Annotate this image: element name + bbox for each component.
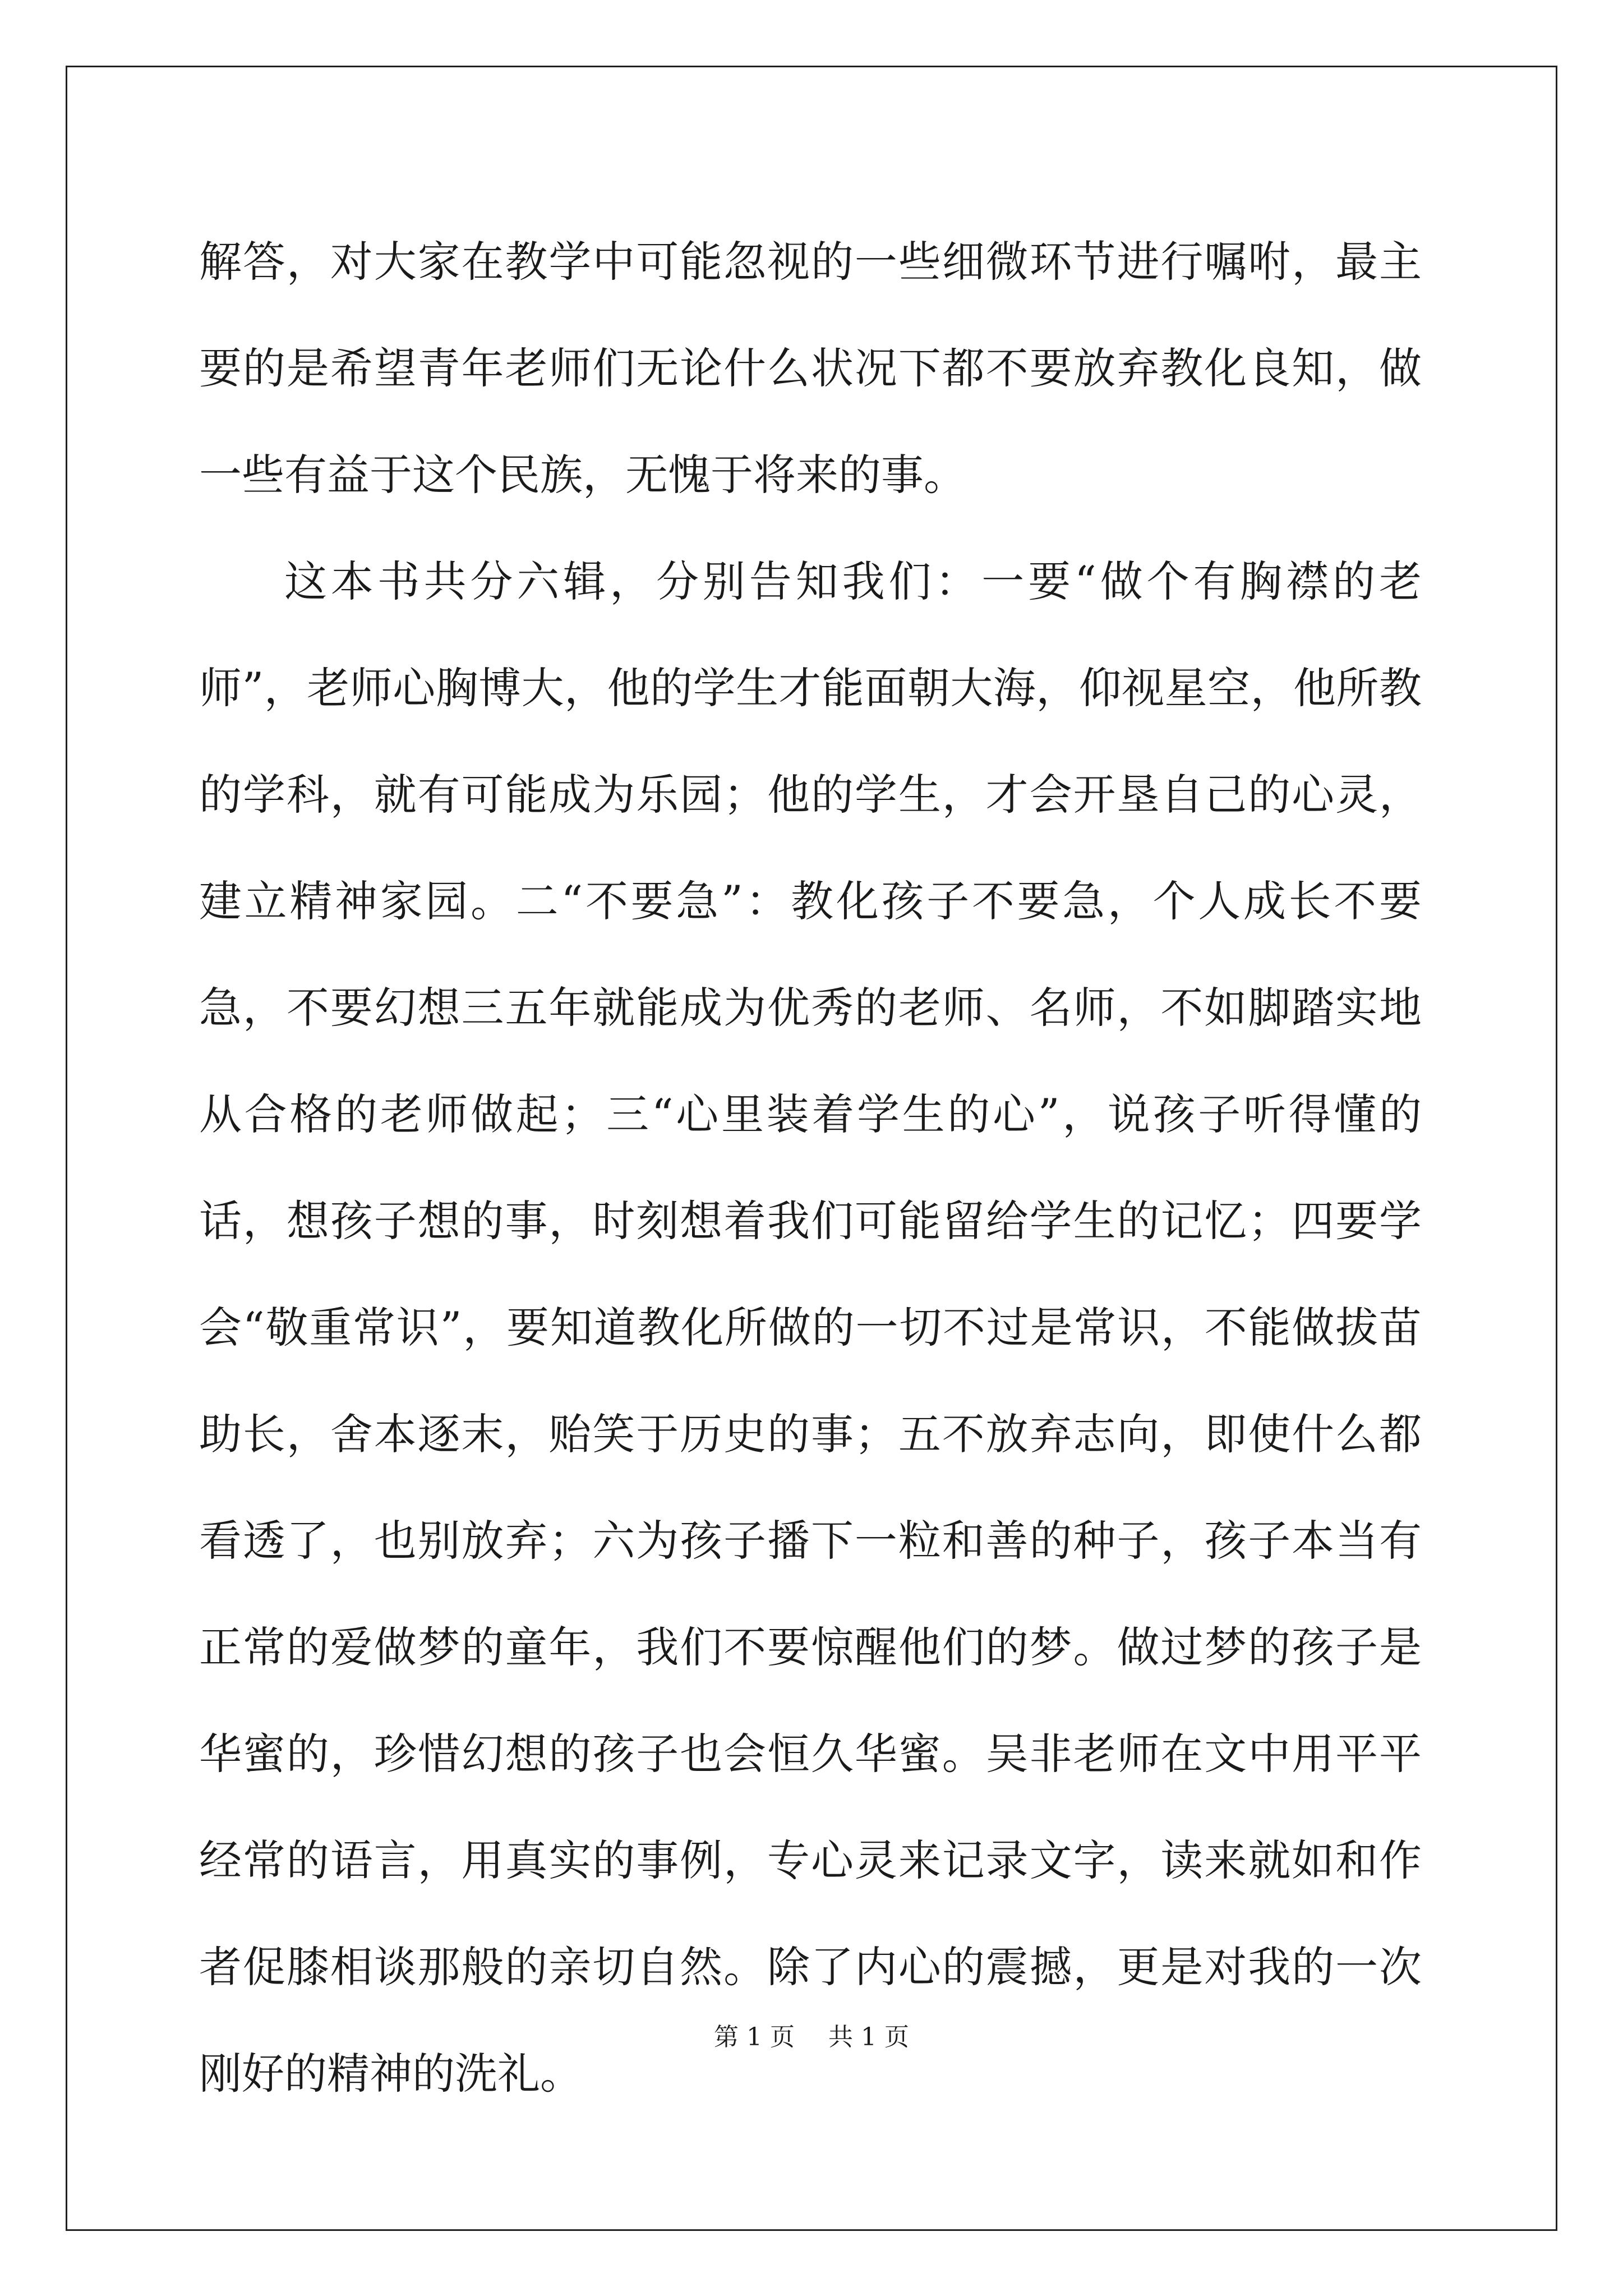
page-footer <box>0 2017 1623 2053</box>
page-total: 共 1 页 <box>828 2023 909 2051</box>
document-body <box>199 209 1422 2127</box>
paragraph-1: 解答，对大家在教学中可能忽视的一些细微环节进行嘱咐，最主要的是希望青年老师们无论什么状况下都不要放弃教化良知，做一些有益于这个民族，无愧于将来的事。 <box>199 237 1422 500</box>
page-number: 第 1 页 <box>714 2023 795 2051</box>
paragraph-2: 这本书共分六辑，分别告知我们：一要“做个有胸襟的老师”，老师心胸博大，他的学生才能面朝大海，仰视星空，他所教的学科，就有可能成为乐园；他的学生，才会开垦自己的心灵，建立精神家园。二“不要急”：教化孩子不要急，个人成长不要急，不要幻想三五年就能成为优秀的老师、名师，不如脚踏实地从合格的老师做起；三“心里装着学生的心”，说孩子听得懂的话，想孩子想的事，时刻想着我们可能留给学生的记忆；四要学会“敬重常识”，要知道教化所做的一切不过是常识，不能做拔苗助长，舍本逐末，贻笑于历史的事；五不放弃志向，即使什么都看透了，也别放弃；六为孩子播下一粒和善的种子，孩子本当有正常的爱做梦的童年，我们不要惊醒他们的梦。做过梦的孩子是华蜜的，珍惜幻想的孩子也会恒久华蜜。吴非老师在文中用平平经常的语言，用真实的事例，专心灵来记录文字，读来就如和作者促膝相谈那般的亲切自然。除了内心的震撼，更是对我的一次刚好的精神的洗礼。 <box>199 556 1422 2099</box>
